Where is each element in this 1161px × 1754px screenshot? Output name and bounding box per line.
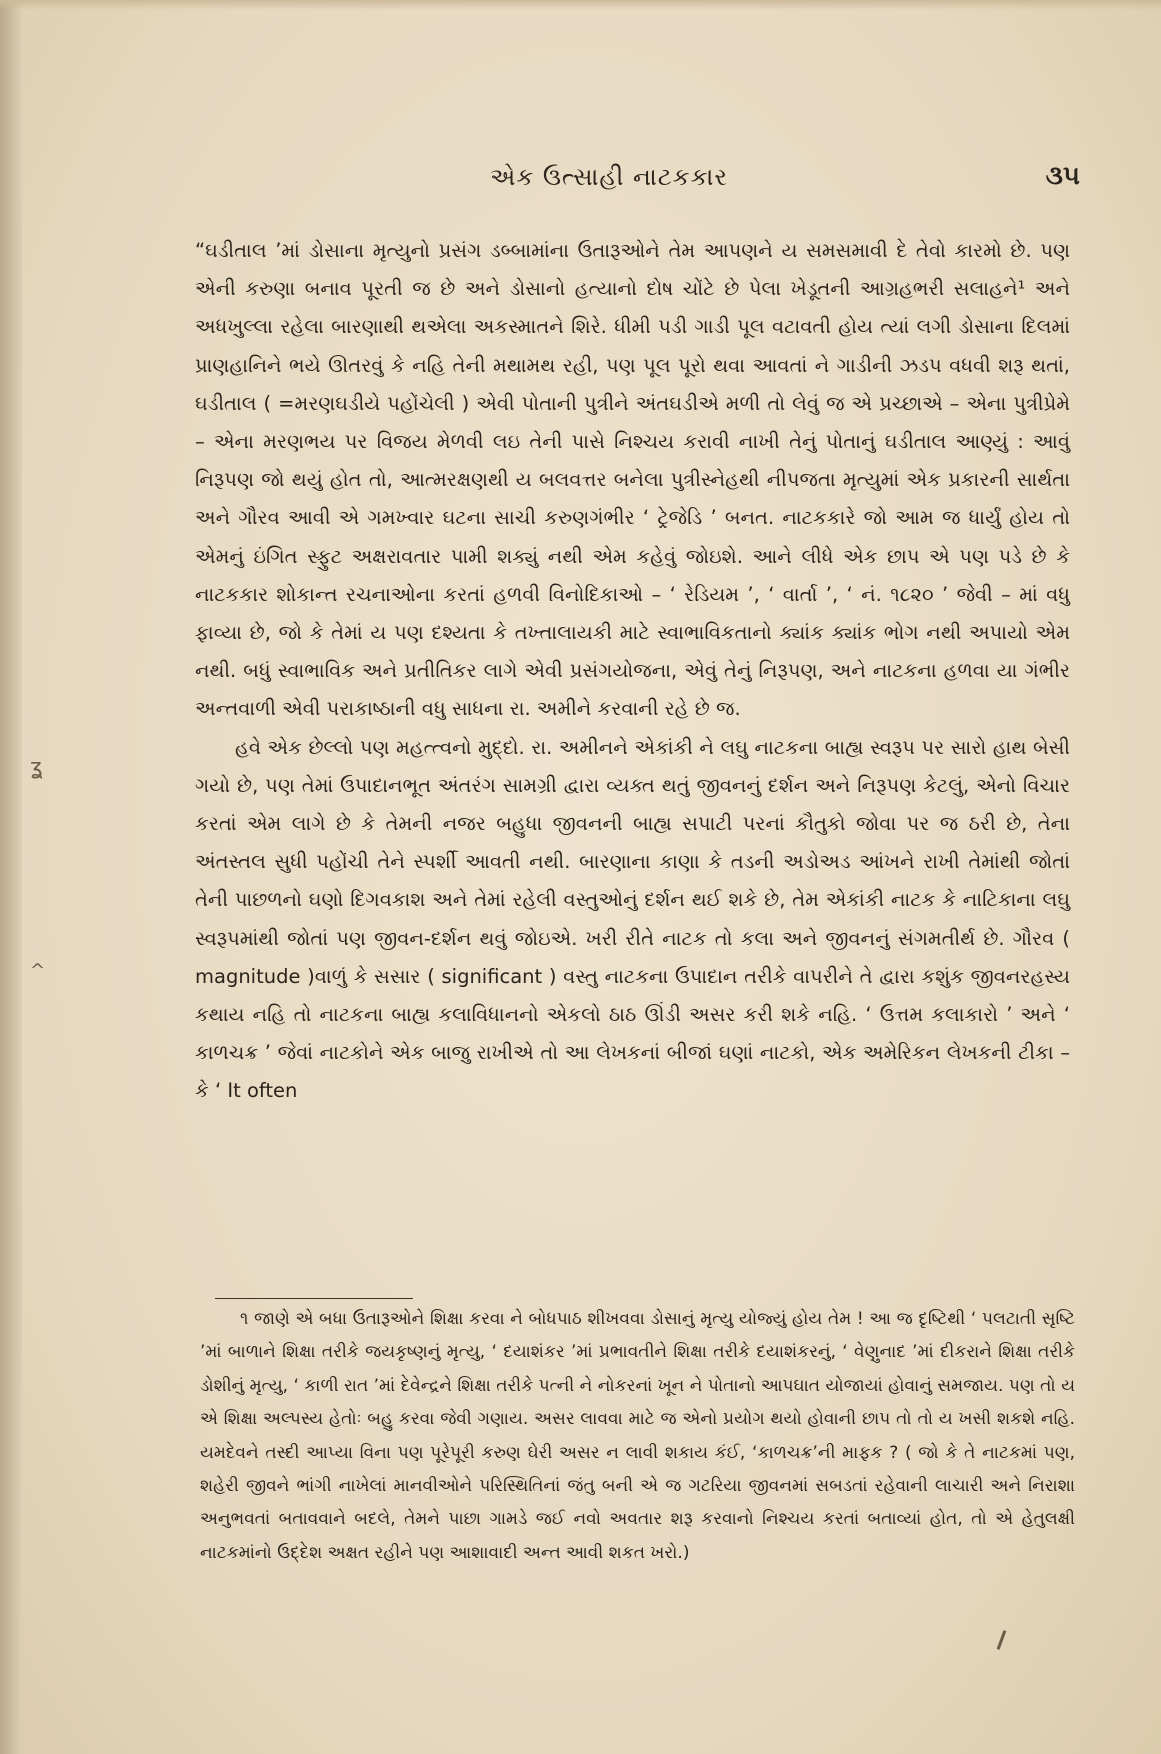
footnote (200, 1303, 1075, 1570)
page-binding-edge (0, 0, 22, 1754)
page-top-edge (0, 0, 1161, 10)
pencil-stroke-mark (997, 1630, 1007, 1650)
running-head: એક ઉત્સાહી નાટકકાર (490, 163, 728, 191)
paragraph: “ઘડીતાલ ’માં ડોસાના મૃત્યુનો પ્રસંગ ડબ્બામાંના ઉતારૂઓને તેમ આપણને ય સમસમાવી દે તેવો કારમો છે. પણ એની કરુણા બનાવ પૂરતી જ છે અને ડોસાનો હત્યાનો દોષ ચોંટે છે પેલા ખેડૂતની આગ્રહભરી સલાહને¹ અને અધખુલ્લા રહેલા બારણાથી થએલા અકસ્માતને શિરે. ધીમી પડી ગાડી પૂલ વટાવતી હોય ત્યાં લગી ડોસાના દિલમાં પ્રાણહાનિને ભયે ઊતરવું કે નહિ તેની મથામથ રહી, પણ પૂલ પૂરો થવા આવતાં ને ગાડીની ઝડપ વધવી શરૂ થતાં, ઘડીતાલ ( =મરણઘડીયે પહોંચેલી ) એવી પોતાની પુત્રીને અંતઘડીએ મળી તો લેવું જ એ પ્રચ્છાએ – એના પુત્રીપ્રેમે – એના મરણભય પર વિજય મેળવી લઇ તેની પાસે નિશ્ચય કરાવી નાખી તેનું પોતાનું ઘડીતાલ આણ્યું : આવું નિરૂપણ જો થયું હોત તો, આત્મરક્ષણથી ય બલવત્તર બનેલા પુત્રીસ્નેહથી નીપજતા મૃત્યુમાં એક પ્રકારની સાર્થતા અને ગૌરવ આવી એ ગમખ્વાર ઘટના સાચી કરુણગંભીર ‘ ટ્રેજેડિ ’ બનત. નાટકકારે જો આમ જ ધાર્યું હોય તો એમનું ઇંગિત સ્ફુટ અક્ષરાવતાર પામી શક્યું નથી એમ કહેવું જોઇશે. આને લીધે એક છાપ એ પણ પડે છે કે નાટકકાર શોકાન્ત રચનાઓના કરતાં હળવી વિનોદિકાઓ – ‘ રેડિયમ ’, ‘ વાર્તા ’, ‘ નં. ૧૮૨૦ ’ જેવી – માં વધુ ફાવ્યા છે, જો કે તેમાં ય પણ દશ્યતા કે તખ્તાલાયકી માટે સ્વાભાવિકતાનો ક્યાંક ક્યાંક ભોગ નથી અપાયો એમ નથી. બધું સ્વાભાવિક અને પ્રતીતિકર લાગે એવી પ્રસંગયોજના, એવું તેનું નિરૂપણ, અને નાટકના હળવા યા ગંભીર અન્તવાળી એવી પરાકાષ્ઠાની વધુ સાધના રા. અમીને કરવાની રહે છે જ. (195, 239, 1070, 721)
footnote-rule (215, 1298, 413, 1299)
page-number: ૩૫ (1045, 161, 1080, 191)
footnote-text: ૧ જાણે એ બધા ઉતારૂઓને શિક્ષા કરવા ને બોધપાઠ શીખવવા ડોસાનું મૃત્યુ યોજ્યું હોય તેમ ! આ જ દૃષ્ટિથી ‘ પલટાતી સૃષ્ટિ ’માં બાળાને શિક્ષા તરીકે જયકૃષ્ણનું મૃત્યુ, ‘ દયાશંકર ’માં પ્રભાવતીને શિક્ષા તરીકે દયાશંકરનું, ‘ વેણુનાદ ’માં દીકરાને શિક્ષા તરીકે ડોશીનું મૃત્યુ, ‘ કાળી રાત ’માં દેવેન્દ્રને શિક્ષા તરીકે પત્ની ને નોકરનાં ખૂન ને પોતાનો આપઘાત યોજાયાં હોવાનું સમજાય. પણ તો ય એ શિક્ષા અલ્પસ્ય હેતોઃ બહુ કરવા જેવી ગણાય. અસર લાવવા માટે જ એનો પ્રયોગ થયો હોવાની છાપ તો તો ય ખસી શકશે નહિ. યમદેવને તસ્દી આપ્યા વિના પણ પૂરેપૂરી કરુણ ઘેરી અસર ન લાવી શકાય કંઈ, ‘કાળચક્ર’ની માફક ? ( જો કે તે નાટકમાં પણ, શહેરી જીવને ભાંગી નાખેલાં માનવીઓને પરિસ્થિતિનાં જંતુ બની એ જ ગટરિયા જીવનમાં સબડતાં રહેવાની લાચારી અને નિરાશા અનુભવતાં બતાવવાને બદલે, તેમને પાછા ગામડે જઈ નવો અવતાર શરૂ કરવાનો નિશ્ચય કરતાં બતાવ્યાં હોત, તો એ હેતુલક્ષી નાટકમાંનો ઉદ્દેશ અક્ષત રહીને પણ આશાવાદી અન્ત આવી શકત ખરો.) (200, 1309, 1075, 1563)
page-header (180, 163, 1080, 203)
body-text (195, 232, 1070, 1111)
margin-tick-mark: ^ (30, 960, 46, 981)
paragraph: હવે એક છેલ્લો પણ મહત્ત્વનો મુદ્દો. રા. અમીનને એકાંકી ને લઘુ નાટકના બાહ્ય સ્વરૂપ પર સારો હાથ બેસી ગયો છે, પણ તેમાં ઉપાદાનભૂત અંતરંગ સામગ્રી દ્વારા વ્યક્ત થતું જીવનનું દર્શન અને નિરૂપણ કેટલું, એનો વિચાર કરતાં એમ લાગે છે કે તેમની નજર બહુધા જીવનની બાહ્ય સપાટી પરનાં કૌતુકો જોવા પર જ ઠરી છે, તેના અંતસ્તલ સુધી પહોંચી તેને સ્પર્શી આવતી નથી. બારણાના કાણા કે તડની અડોઅડ આંખને રાખી તેમાંથી જોતાં તેની પાછળનો ઘણો દિગવકાશ અને તેમાં રહેલી વસ્તુઓનું દર્શન થઈ શકે છે, તેમ એકાંકી નાટક કે નાટિકાના લઘુ સ્વરૂપમાંથી જોતાં પણ જીવન-દર્શન થવું જોઇએ. ખરી રીતે નાટક તો કલા અને જીવનનું સંગમતીર્થ છે. ગૌરવ ( magnitude )વાળું કે સસાર ( significant ) વસ્તુ નાટકના ઉપાદાન તરીકે વાપરીને તે દ્વારા કશુંક જીવનરહસ્ય કથાય નહિ તો નાટકના બાહ્ય કલાવિધાનનો એકલો ઠાઠ ઊંડી અસર કરી શકે નહિ. ‘ ઉત્તમ કલાકારો ’ અને ‘ કાળચક્ર ’ જેવાં નાટકોને એક બાજુ રાખીએ તો આ લેખકનાં બીજાં ઘણાં નાટકો, એક અમેરિકન લેખકની ટીકા – કે ‘ It often (195, 735, 1070, 1103)
margin-pencil-mark: ʓ (30, 755, 43, 780)
